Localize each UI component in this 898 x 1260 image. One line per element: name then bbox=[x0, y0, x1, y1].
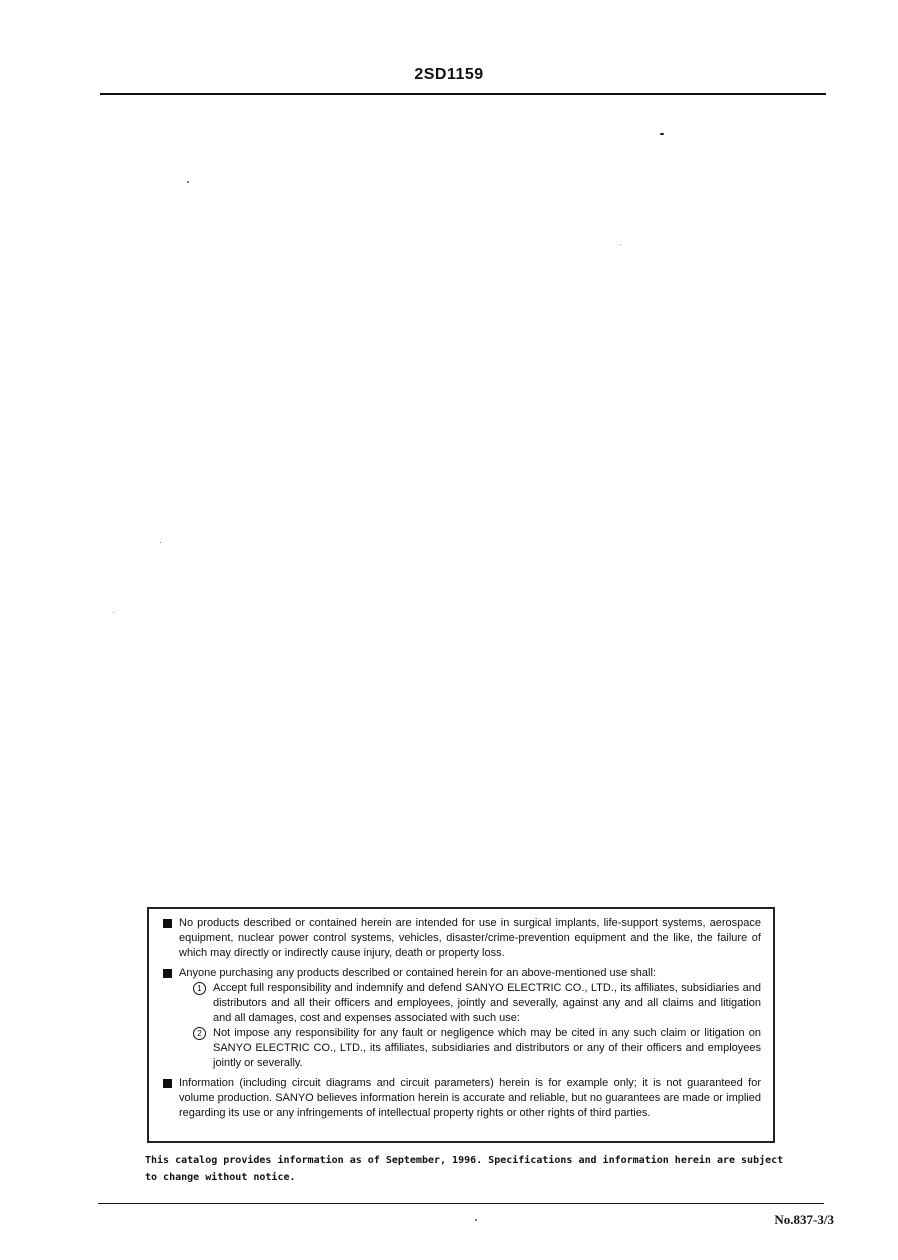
disclaimer-box bbox=[147, 907, 775, 1143]
scan-speck bbox=[187, 181, 189, 183]
square-bullet-icon bbox=[163, 1079, 172, 1088]
scan-speck bbox=[160, 542, 161, 543]
circled-number-icon: 2 bbox=[193, 1027, 206, 1040]
page-title: 2SD1159 bbox=[414, 66, 484, 83]
scan-speck bbox=[113, 612, 114, 613]
square-bullet-icon bbox=[163, 969, 172, 978]
disclaimer-item bbox=[163, 966, 761, 1071]
disclaimer-subitem bbox=[179, 981, 761, 1026]
disclaimer-item bbox=[163, 1076, 761, 1121]
disclaimer-text: Information (including circuit diagrams and circuit parameters) herein is for example only; it is not guaranteed for volume production. SANYO believes information herein is accurate and reliable, but no guarantees are made or implied regarding its use or any infringements of intellectual property rights or other rights of third parties. bbox=[179, 1077, 761, 1119]
catalog-notice: This catalog provides information as of September, 1996. Specifications and information herein are subject to change without notice. bbox=[145, 1155, 784, 1183]
disclaimer-text: No products described or contained herein are intended for use in surgical implants, life-support systems, aerospace equipment, nuclear power control systems, vehicles, disaster/crime-prevention equipment and the like, the failure of which may directly or indirectly cause injury, death or property loss. bbox=[179, 917, 761, 959]
header-divider bbox=[100, 93, 826, 95]
page-number: No.837-3/3 bbox=[774, 1212, 834, 1227]
disclaimer-subitem-text: Accept full responsibility and indemnify and defend SANYO ELECTRIC CO., LTD., its affiliates, subsidiaries and distributors and all their officers and employees, jointly and severally, against any and all claims and litigation and all damages, cost and expenses associated with such use: bbox=[213, 982, 761, 1024]
circled-number-icon: 1 bbox=[193, 982, 206, 995]
disclaimer-item bbox=[163, 916, 761, 961]
scan-speck bbox=[620, 244, 621, 245]
footer-divider bbox=[98, 1203, 824, 1204]
square-bullet-icon bbox=[163, 919, 172, 928]
scan-speck bbox=[660, 133, 664, 135]
disclaimer-text: Anyone purchasing any products described or contained herein for an above-mentioned use shall: bbox=[179, 967, 656, 979]
scan-speck bbox=[475, 1219, 477, 1221]
disclaimer-subitem bbox=[179, 1026, 761, 1071]
disclaimer-subitem-text: Not impose any responsibility for any fault or negligence which may be cited in any such claim or litigation on SANYO ELECTRIC CO., LTD., its affiliates, subsidiaries and distributors or any of their officers and employees jointly or severally. bbox=[213, 1027, 761, 1069]
